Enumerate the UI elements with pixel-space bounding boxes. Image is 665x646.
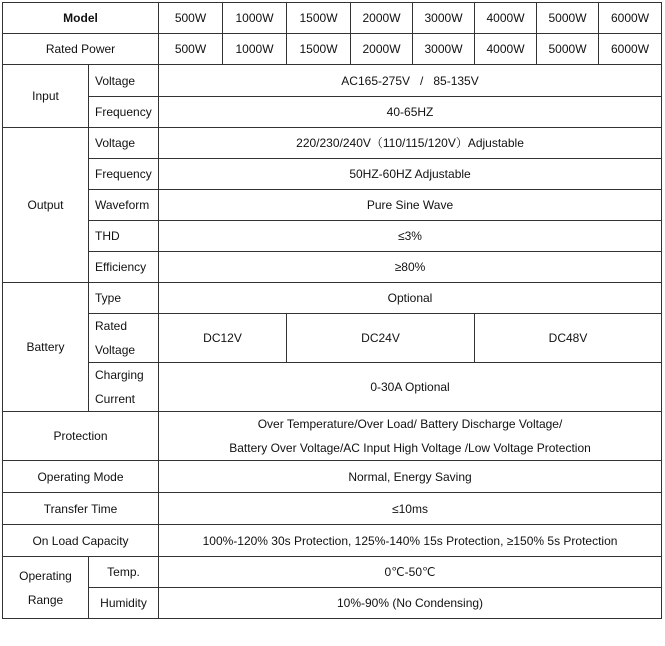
battery-voltage-dc24: DC24V <box>287 314 475 363</box>
current-label-line: Current <box>95 392 136 406</box>
input-voltage-row <box>3 65 662 97</box>
charging-label-line: Charging <box>95 368 144 382</box>
battery-rated-voltage-label <box>89 314 159 363</box>
output-voltage-row <box>3 128 662 159</box>
model-cell: 500W <box>159 3 223 34</box>
output-frequency-label: Frequency <box>89 159 159 190</box>
battery-type-row <box>3 283 662 314</box>
operating-range-humidity-row <box>3 588 662 619</box>
spec-table <box>2 2 662 619</box>
model-cell: 5000W <box>537 3 599 34</box>
output-waveform-value: Pure Sine Wave <box>159 190 662 221</box>
range-label-line: Range <box>27 592 64 607</box>
rated-power-cell: 4000W <box>475 34 537 65</box>
battery-label: Battery <box>3 283 89 412</box>
on-load-capacity-label: On Load Capacity <box>3 525 159 557</box>
output-voltage-value: 220/230/240V（110/115/120V）Adjustable <box>159 128 662 159</box>
operating-mode-row <box>3 461 662 493</box>
temp-value: 0℃-50℃ <box>159 557 662 588</box>
model-row <box>3 3 662 34</box>
output-efficiency-label: Efficiency <box>89 252 159 283</box>
temp-label: Temp. <box>89 557 159 588</box>
protection-line-2: Battery Over Voltage/AC Input High Voltage /Low Voltage Protection <box>229 441 591 455</box>
operating-label-line: Operating <box>19 568 72 583</box>
battery-charging-current-row <box>3 363 662 412</box>
rated-power-cell: 6000W <box>599 34 662 65</box>
rated-power-label: Rated Power <box>3 34 159 65</box>
transfer-time-row <box>3 493 662 525</box>
transfer-time-label: Transfer Time <box>3 493 159 525</box>
output-label: Output <box>3 128 89 283</box>
battery-charging-current-label <box>89 363 159 412</box>
battery-voltage-dc12: DC12V <box>159 314 287 363</box>
rated-power-cell: 1500W <box>287 34 351 65</box>
model-cell: 1000W <box>223 3 287 34</box>
rated-power-cell: 5000W <box>537 34 599 65</box>
input-frequency-label: Frequency <box>89 97 159 128</box>
voltage-label-line: Voltage <box>95 343 136 357</box>
operating-range-temp-row <box>3 557 662 588</box>
rated-power-cell: 500W <box>159 34 223 65</box>
input-label: Input <box>3 65 89 128</box>
output-thd-row <box>3 221 662 252</box>
output-efficiency-row <box>3 252 662 283</box>
protection-label: Protection <box>3 412 159 461</box>
output-voltage-label: Voltage <box>89 128 159 159</box>
protection-line-1: Over Temperature/Over Load/ Battery Discharge Voltage/ <box>257 417 563 431</box>
model-label: Model <box>3 3 159 34</box>
model-cell: 1500W <box>287 3 351 34</box>
rated-label-line: Rated <box>95 319 128 333</box>
battery-charging-current-value: 0-30A Optional <box>159 363 662 412</box>
input-voltage-label: Voltage <box>89 65 159 97</box>
operating-range-label <box>3 557 89 619</box>
output-frequency-value: 50HZ-60HZ Adjustable <box>159 159 662 190</box>
output-waveform-row <box>3 190 662 221</box>
output-waveform-label: Waveform <box>89 190 159 221</box>
rated-power-cell: 3000W <box>413 34 475 65</box>
battery-type-label: Type <box>89 283 159 314</box>
rated-power-cell: 1000W <box>223 34 287 65</box>
rated-power-row <box>3 34 662 65</box>
output-frequency-row <box>3 159 662 190</box>
protection-row <box>3 412 662 461</box>
operating-mode-value: Normal, Energy Saving <box>159 461 662 493</box>
input-frequency-row <box>3 97 662 128</box>
model-cell: 6000W <box>599 3 662 34</box>
humidity-value: 10%-90% (No Condensing) <box>159 588 662 619</box>
transfer-time-value: ≤10ms <box>159 493 662 525</box>
output-thd-label: THD <box>89 221 159 252</box>
input-voltage-value: AC165-275V / 85-135V <box>159 65 662 97</box>
model-cell: 2000W <box>351 3 413 34</box>
operating-mode-label: Operating Mode <box>3 461 159 493</box>
battery-voltage-dc48: DC48V <box>475 314 662 363</box>
protection-value <box>159 412 662 461</box>
model-cell: 3000W <box>413 3 475 34</box>
model-cell: 4000W <box>475 3 537 34</box>
output-thd-value: ≤3% <box>159 221 662 252</box>
battery-rated-voltage-row <box>3 314 662 363</box>
output-efficiency-value: ≥80% <box>159 252 662 283</box>
rated-power-cell: 2000W <box>351 34 413 65</box>
battery-type-value: Optional <box>159 283 662 314</box>
on-load-capacity-row <box>3 525 662 557</box>
on-load-capacity-value: 100%-120% 30s Protection, 125%-140% 15s Protection, ≥150% 5s Protection <box>159 525 662 557</box>
input-frequency-value: 40-65HZ <box>159 97 662 128</box>
humidity-label: Humidity <box>89 588 159 619</box>
